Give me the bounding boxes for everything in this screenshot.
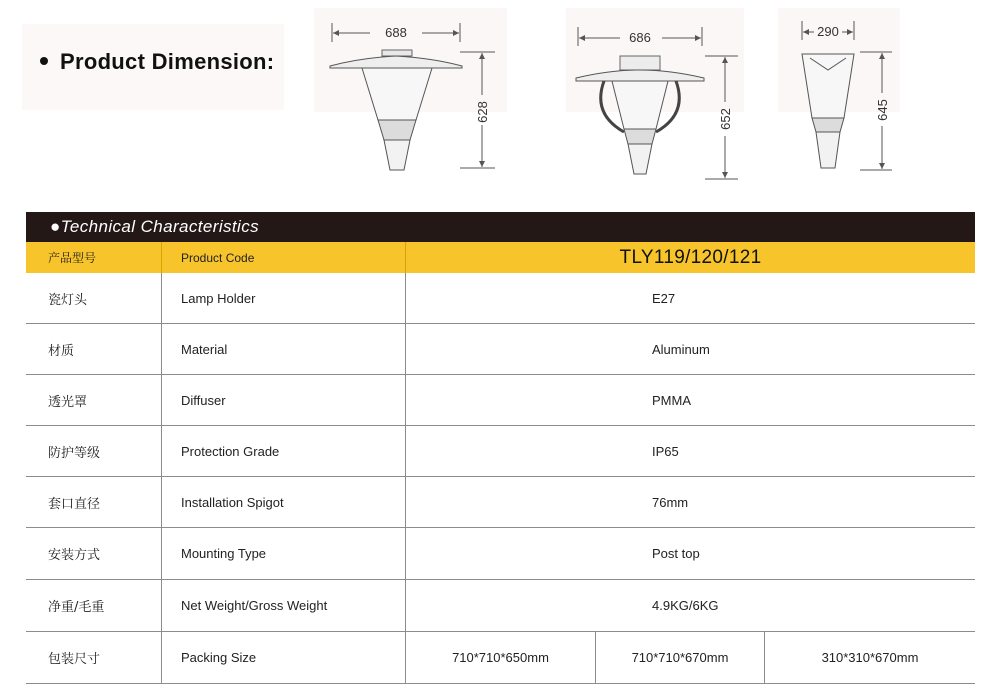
figure-1-height-label: 628 — [475, 101, 490, 123]
technical-characteristics-header: ●Technical Characteristics — [26, 212, 975, 242]
page-title-text: Product Dimension: — [60, 49, 275, 74]
product-code-cn-label: 产品型号 — [48, 251, 97, 265]
figure-2-width-label: 686 — [629, 30, 651, 45]
packing-cn-label: 包装尺寸 — [48, 652, 101, 667]
lamp-dimension-drawing-1 — [320, 20, 500, 185]
figure-3-width-label: 290 — [817, 24, 839, 39]
row-cn-label: 防护等级 — [48, 445, 101, 461]
table-row-packing-size — [26, 632, 975, 684]
row-value: IP65 — [652, 443, 679, 459]
packing-value: 710*710*650mm — [452, 650, 549, 665]
row-en-label: Material — [161, 324, 406, 374]
row-value: 76mm — [652, 494, 689, 510]
row-en-label: Installation Spigot — [161, 477, 406, 527]
page-title — [40, 49, 274, 75]
row-value: E27 — [652, 290, 676, 306]
product-code-en-label: Product Code — [161, 242, 406, 273]
row-value: Post top — [652, 546, 700, 561]
row-cn-label: 材质 — [48, 343, 75, 359]
packing-en-label: Packing Size — [161, 632, 406, 683]
figure-2-height-label: 652 — [718, 108, 733, 130]
figure-3-height-label: 645 — [875, 99, 890, 121]
table-row-product-code — [26, 242, 975, 273]
table-row — [26, 477, 975, 528]
product-code-value: TLY119/120/121 — [619, 246, 762, 268]
row-en-label: Mounting Type — [161, 528, 406, 579]
bullet-dot-icon — [40, 57, 48, 65]
figure-1-width-label: 688 — [385, 25, 407, 40]
row-cn-label: 套口直径 — [48, 496, 101, 512]
row-value: Aluminum — [652, 341, 710, 357]
row-en-label: Net Weight/Gross Weight — [161, 580, 406, 631]
lamp-dimension-drawing-3 — [780, 18, 900, 183]
row-en-label: Lamp Holder — [161, 273, 406, 323]
row-en-label: Diffuser — [161, 375, 406, 425]
row-cn-label: 安装方式 — [48, 548, 101, 563]
row-value: 4.9KG/6KG — [652, 598, 719, 613]
row-cn-label: 瓷灯头 — [48, 292, 88, 308]
row-cn-label: 净重/毛重 — [48, 600, 105, 615]
table-row — [26, 528, 975, 580]
table-row — [26, 375, 975, 426]
row-value: PMMA — [652, 392, 691, 408]
lamp-dimension-drawing-2 — [570, 24, 745, 189]
packing-value: 710*710*670mm — [595, 632, 764, 683]
table-row — [26, 426, 975, 477]
row-en-label: Protection Grade — [161, 426, 406, 476]
packing-value: 310*310*670mm — [764, 632, 975, 683]
row-cn-label: 透光罩 — [48, 394, 88, 410]
table-row — [26, 580, 975, 632]
table-row — [26, 273, 975, 324]
table-row — [26, 324, 975, 375]
